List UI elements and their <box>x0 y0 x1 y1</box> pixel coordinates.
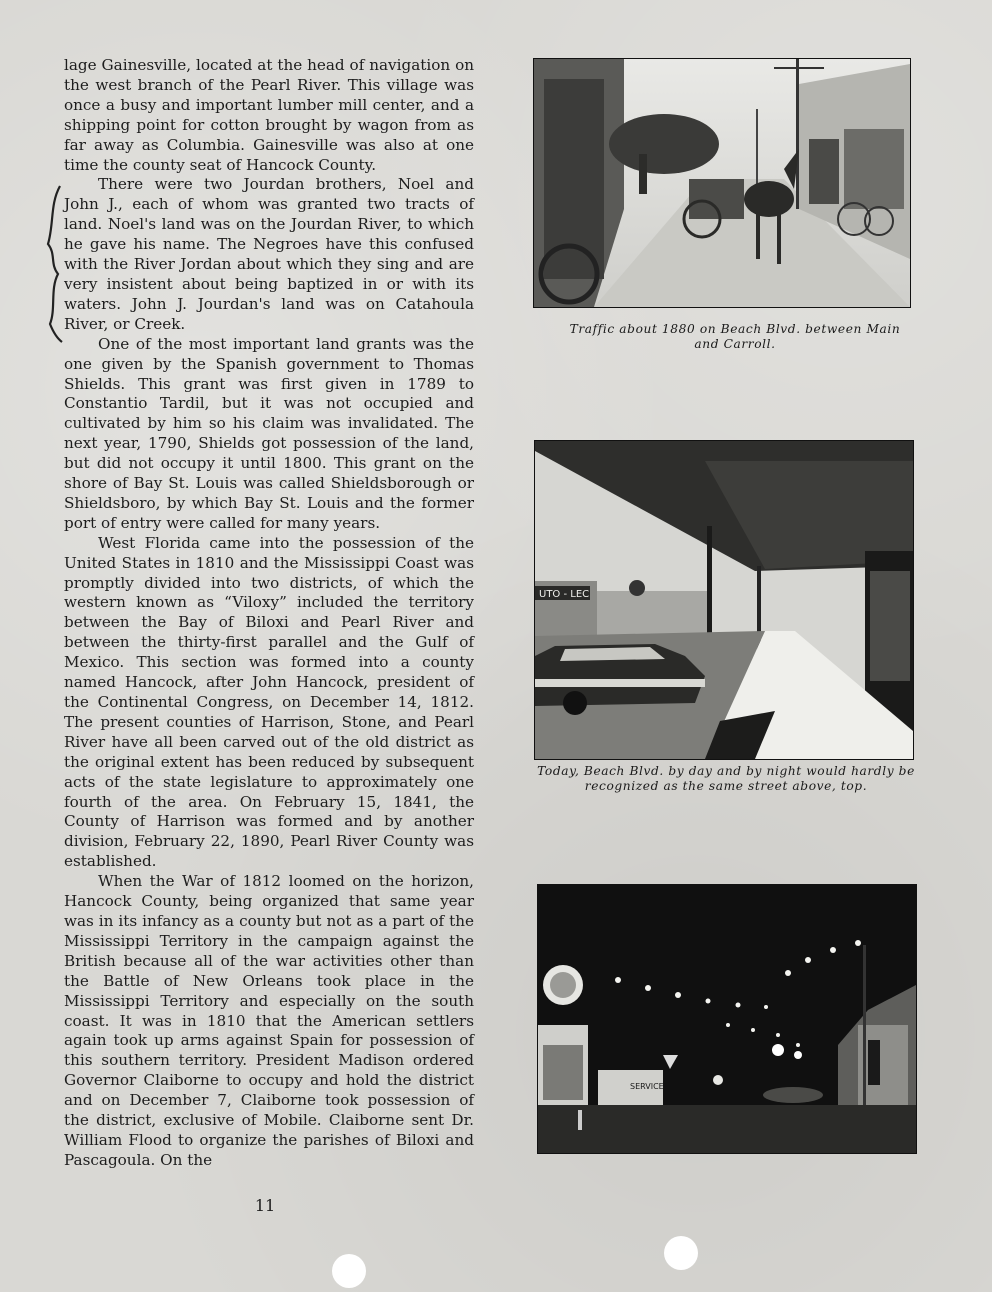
paragraph-3: One of the most important land grants was the one given by the Spanish government to Thomas Shields. This grant was first given in 1789 to Constantio Tardil, but it was not occupied and cultivated by him so his claim was invalidated. The next year, 1790, Shields got possession of the land, but did not occupy it until 1800. This grant on the shore of Bay St. Louis was called Shieldsborough or Shieldsboro, by which Bay St. Louis and the former port of entry were called for many years. <box>64 334 474 532</box>
paragraph-2: There were two Jourdan brothers, Noel and John J., each of whom was granted two tracts of land. Noel's land was on the Jourdan River, to which he gave his name. The Negroes have this confused with the River Jordan about which they sing and are very insistent about being baptized in or with its waters. John J. Jourdan's land was on Catahoula River, or Creek. <box>64 175 474 333</box>
paragraph-5: When the War of 1812 loomed on the horizon, Hancock County, being organized that same year was in its infancy as a county but not as a part of the Mississippi Territory in the campaign against the British because all of the war activities other than the Battle of New Orleans took place in the Mississippi Territory and especially on the south coast. It was in 1810 that the American settlers again took up arms against Spain for possession of this southern territory. President Madison ordered Governor Claiborne to occupy and hold the district and on December 7, Claiborne took possession of the district, exclusive of Mobile. Claiborne sent Dr. William Flood to organize the parishes of Biloxi and Pascagoula. On the <box>64 872 474 1169</box>
auto-elec-sign: UTO - LEC <box>539 589 590 600</box>
photo-modern-day <box>534 440 914 760</box>
paragraph-1: lage Gainesville, located at the head of navigation on the west branch of the Pearl River. This village was once a busy and important lumber mill center, and a shipping point for cotton brought by wagon from as far away as Columbia. Gainesville was also at one time the county seat of Hancock County. <box>64 56 474 174</box>
punch-hole-left <box>332 1254 366 1288</box>
paragraph-4: West Florida came into the possession of the United States in 1810 and the Mississippi Coast was promptly divided into two districts, of which the western known as “Viloxy” included the territory between the Bay of Biloxi and Pearl River and between the thirty-first parallel and the Gulf of Mexico. This section was formed into a county named Hancock, after John Hancock, president of the Continental Congress, on December 14, 1812. The present counties of Harrison, Stone, and Pearl River have all been carved out of the old district as the original extent has been reduced by subsequent acts of the state legislature to approximately one fourth of the area. On February 15, 1841, the County of Harrison was formed and by another division, February 22, 1890, Pearl River County was established. <box>64 533 474 871</box>
punch-hole-right <box>664 1236 698 1270</box>
photo-1-caption: Traffic about 1880 on Beach Blvd. between Main and Carroll. <box>569 322 901 351</box>
article-text <box>64 56 474 1171</box>
handwritten-bracket <box>44 184 64 344</box>
photo-1880-street <box>533 58 911 308</box>
photo-modern-night <box>537 884 917 1154</box>
photo-2-caption: Today, Beach Blvd. by day and by night would hardly be recognized as the same street above, top. <box>537 764 915 793</box>
service-sign: SERVICE <box>630 1082 664 1091</box>
page-number: 11 <box>254 1196 276 1215</box>
